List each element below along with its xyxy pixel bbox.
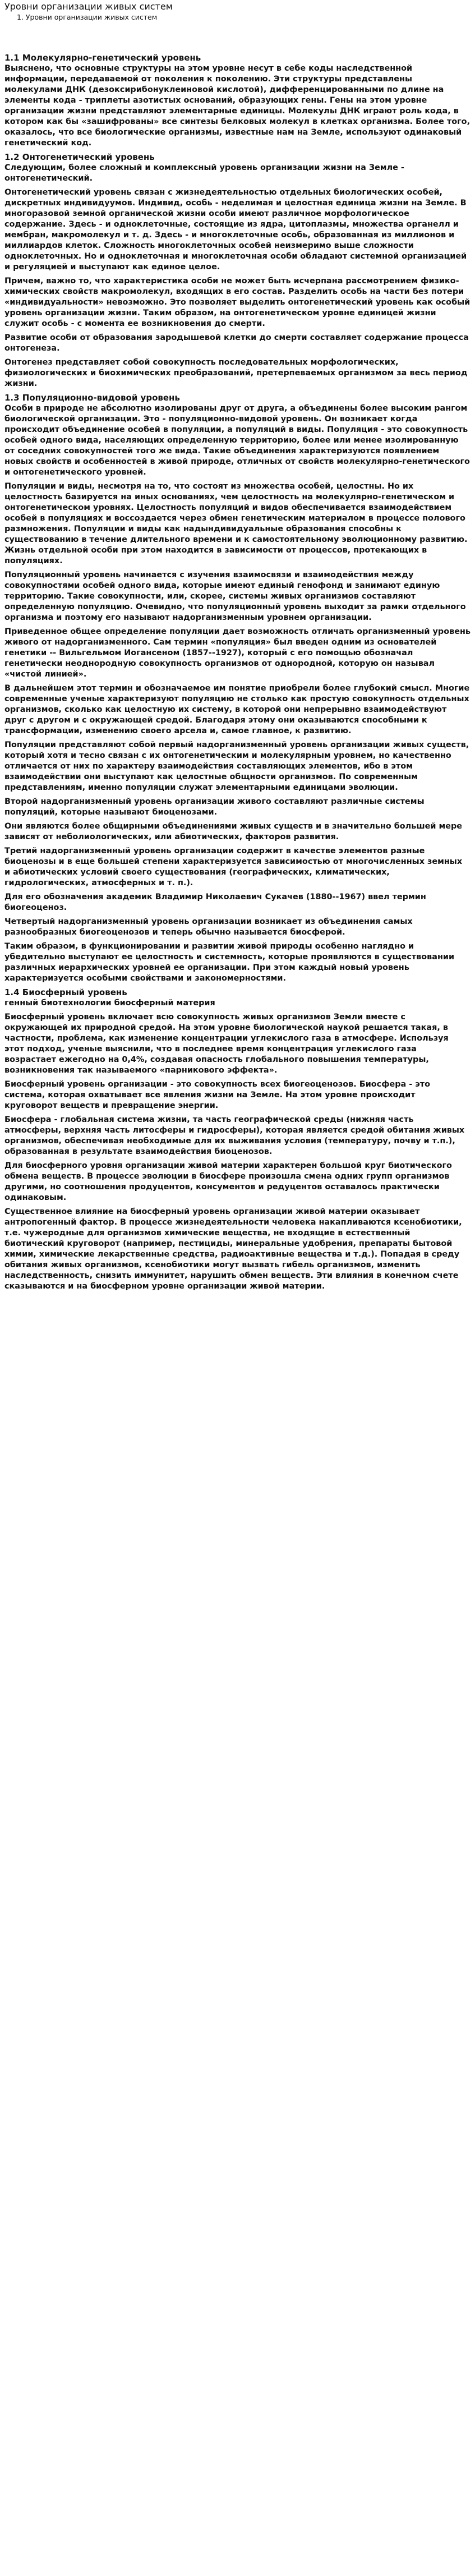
- paragraph: Второй надорганизменный уровень организации живого составляют различные системы популяций, которые называют биоценозами.: [4, 797, 425, 817]
- section-heading: 1.4 Биосферный уровень: [4, 987, 127, 997]
- section-heading: 1.1 Молекулярно-генетический уровень: [4, 53, 201, 63]
- paragraph: Четвертый надорганизменный уровень организации возникает из объединения самых разнообразных биогеоценозов и теперь обычно называется биосферой.: [4, 917, 413, 937]
- paragraph: Третий надорганизменный уровень организации содержит в качестве элементов разные биоценозы и в еще большей степени характеризуется зависимостью от многочисленных земных и абиотических условий своего существования (географических, климатических, гидрологических, атмосферных и т. п.).: [4, 847, 463, 887]
- section: [4, 393, 471, 984]
- paragraph: Онтогенетический уровень связан с жизнедеятельностью отдельных биологических особей, дискретных индивидуумов. Индивид, особь - неделимая и целостная единица жизни на Земле. В многоразовой земной органической жизни особи имеют различное морфологическое содержание. Здесь - и одноклеточные, состоящие из ядра, цитоплазмы, множества органелл и мембран, макромолекул и т. д. Здесь - и многоклеточные особь, образованная из миллионов и миллиардов клеток. Сложность многоклеточных особей неизмеримо выше сложности одноклеточных. Но и одноклеточная и многоклеточная особи обладают системной организацией и регуляцией и выступают как единое целое.: [4, 188, 467, 272]
- paragraph: генный биотехнологии биосферный материя: [4, 999, 215, 1008]
- paragraph: Для биосферного уровня организации живой материи характерен большой круг биотического обмена веществ. В процессе эволюции в биосфере произошла смена одних групп организмов другими, но соотношения продуцентов, консументов и редуцентов оставалось практически одинаковым.: [4, 1161, 452, 1202]
- toc-link-levels[interactable]: 1. Уровни организации живых систем: [17, 13, 158, 21]
- paragraph: Развитие особи от образования зародышевой клетки до смерти составляет содержание процесса онтогенеза.: [4, 333, 469, 353]
- paragraph: Биосферный уровень включает всю совокупность живых организмов Земли вместе с окружающей их природной средой. На этом уровне биологической наукой решается такая, в частности, проблема, как изменение концентрации углекислого газа в атмосфере. Используя этот подход, ученые выяснили, что в последнее время концентрация углекислого газа возрастает ежегодно на 0,4%, создавая опасность глобального повышения температуры, возникновения так называемого «парникового эффекта».: [4, 1013, 449, 1075]
- paragraph: Приведенное общее определение популяции дает возможность отличать организменный уровень живого от надорганизменного. Сам термин «популяция» был введен одним из основателей генетики -- Вильгельмом Иогансеном (1857--1927), который с его помощью обозначал генетически неоднородную совокупность организмов от однородной, которую он называл «чистой линией».: [4, 627, 471, 679]
- table-of-contents: [17, 12, 471, 22]
- paragraph: Биосфера - глобальная система жизни, та часть географической среды (нижняя часть атмосферы, верхняя часть литосферы и гидросферы), которая является средой обитания живых организмов, обеспечивая необходимые для их выживания условия (температуру, почву и т.п.), образованная в результате взаимодействия биоценозов.: [4, 1115, 465, 1156]
- section-heading: 1.3 Популяционно-видовой уровень: [4, 393, 180, 403]
- paragraph: Популяции и виды, несмотря на то, что состоят из множества особей, целостны. Но их целостность базируется на иных основаниях, чем целостность на молекулярно-генетическом и онтогенетическом уровнях. Целостность популяций и видов обеспечивается взаимодействием особей в популяциях и воссоздается через обмен генетическим материалом в процессе полового размножения. Популяции и виды как надындивидуальные образования способны к существованию в течение длительного времени и к самостоятельному эволюционному развитию. Жизнь отдельной особи при этом находится в зависимости от процессов, протекающих в популяциях.: [4, 482, 468, 565]
- paragraph: Выяснено, что основные структуры на этом уровне несут в себе коды наследственной информации, передаваемой от поколения к поколению. Эти структуры представлены молекулами ДНК (дезоксирибонуклеиновой кислотой), дифференцированными по длине на элементы кода - триплеты азотистых оснований, образующих гены. Гены на этом уровне организации жизни представляют элементарные единицы. Молекулы ДНК играют роль кода, в котором как бы «зашифрованы» все синтезы белковых молекул в клетках организма. Более того, оказалось, что все биологические организмы, известные нам на Земле, используют одинаковый генетический код.: [4, 64, 471, 148]
- paragraph: Для его обозначения академик Владимир Николаевич Сукачев (1880--1967) ввел термин биогеоценоз.: [4, 893, 426, 912]
- paragraph: Биосферный уровень организации - это совокупность всех биогеоценозов. Биосфера - это система, которая охватывает все явления жизни на Земле. На этом уровне происходит круговорот веществ и превращение энергии.: [4, 1080, 430, 1110]
- section: [4, 53, 471, 149]
- paragraph: Особи в природе не абсолютно изолированы друг от друга, а объединены более высоким рангом биологической организации. Это - популяционно-видовой уровень. Он возникает когда происходит объединение особей в популяции, а популяций в виды. Популяция - это совокупность особей одного вида, населяющих определенную территорию, более или менее изолированную от соседних совокупностей того же вида. Такие объединения характеризуются появлением новых свойств и особенностей в живой природе, отличных от свойств молекулярно-генетического и онтогенетического уровней.: [4, 404, 470, 477]
- paragraph: Следующим, более сложный и комплексный уровень организации жизни на Земле - онтогенетический.: [4, 163, 404, 183]
- paragraph: Причем, важно то, что характеристика особи не может быть исчерпана рассмотрением физико-химических свойств макромолекул, входящих в его состав. Разделить особь на части без потери «индивидуальности» невозможно. Это позволяет выделить онтогенетический уровень как особый уровень организации жизни. Таким образом, на онтогенетическом уровне единицей жизни служит особь - с момента ее возникновения до смерти.: [4, 277, 471, 328]
- paragraph: Они являются более общирными объединениями живых существ и в значительно большей мере зависят от неболиологических, или абиотических, факторов развития.: [4, 822, 463, 841]
- paragraph: Таким образом, в функционировании и развитии живой природы особенно наглядно и убедительно выступают ее целостность и системность, которые проявляются в существовании различных иерархических уровней ее организации. При этом каждый новый уровень характеризуется особыми свойствами и закономерностями.: [4, 942, 455, 983]
- toc-item[interactable]: [17, 12, 471, 22]
- section-heading: 1.2 Онтогенетический уровень: [4, 152, 155, 162]
- paragraph: Популяционный уровень начинается с изучения взаимосвязи и взаимодействия между совокупностями особей одного вида, которые имеют единый генофонд и занимают единую территорию. Такие совокупности, или, скорее, системы живых организмов составляют определенную популяцию. Очевидно, что популяционный уровень выходит за рамки отдельного организма и поэтому его называют надорганизменным уровнем организации.: [4, 571, 466, 622]
- document-title: Уровни организации живых систем: [4, 1, 173, 12]
- paragraph: Онтогенез представляет собой совокупность последовательных морфологических, физиологических и биохимических преобразований, претерпеваемых организмом за весь период жизни.: [4, 358, 468, 388]
- document-body: [4, 53, 471, 1292]
- paragraph: Существенное влияние на биосферный уровень организации живой материи оказывает антропогенный фактор. В процессе жизнедеятельности человека накапливаются ксенобиотики, т.е. чужеродные для организмов химические вещества, не входящие в естественный биотический круговорот (например, пестициды, минеральные удобрения, препараты бытовой химии, химические лекарственные средства, радиоактивные вещества и т.д.). Попадая в среду обитания живых организмов, ксенобиотики могут вызвать гибель организмов, изменить наследственность, снизить иммунитет, нарушить обмен веществ. Эти влияния в конечном счете сказываются и на биосферном уровне организации живой материи.: [4, 1207, 462, 1291]
- spacer: [4, 22, 471, 53]
- section: [4, 152, 471, 389]
- section: [4, 987, 471, 1292]
- paragraph: В дальнейшем этот термин и обозначаемое им понятие приобрели более глубокий смысл. Многие современные ученые характеризуют популяцию не столько как простую совокупность отдельных организмов, сколько как целостную их систему, в которой они непрерывно взаимодействуют друг с другом и с окружающей средой. Благодаря этому они оказываются способными к трансформации, изменению своего арсела и, самое главное, к развитию.: [4, 684, 470, 735]
- paragraph: Популяции представляют собой первый надорганизменный уровень организации живых существ, который хотя и тесно связан с их онтогенетическим и молекулярным уровнем, но качественно отличается от них по характеру взаимодействия составляющих элементов, ибо в этом взаимодействии они выступают как целостные общности организмов. По современным представлениям, именно популяции служат элементарными единицами эволюции.: [4, 740, 469, 792]
